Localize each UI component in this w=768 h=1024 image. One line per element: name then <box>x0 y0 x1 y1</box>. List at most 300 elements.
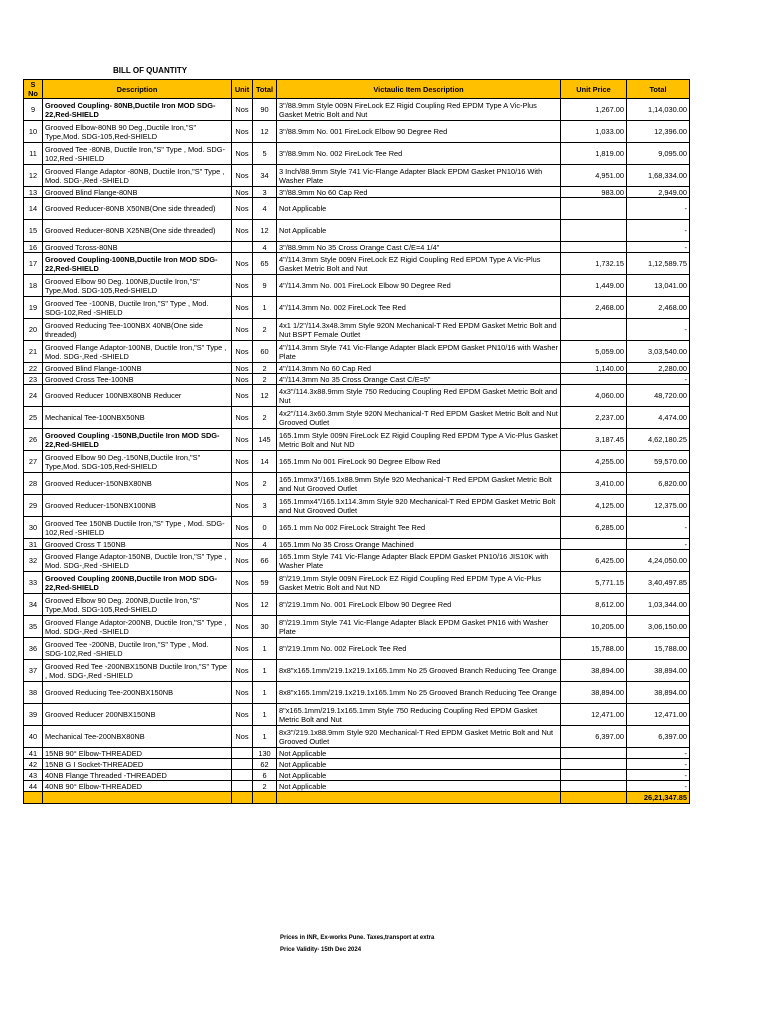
cell-unit-price <box>561 759 627 770</box>
cell-victaulic-desc: 8"/219.1mm No. 001 FireLock Elbow 90 Degree Red <box>277 594 561 616</box>
table-row <box>24 242 690 253</box>
cell-unit: Nos <box>232 517 253 539</box>
cell-total: - <box>627 319 690 341</box>
cell-qty: 4 <box>253 242 277 253</box>
cell-description: Grooved Flange Adaptor-150NB, Ductile Iron,"S" Type , Mod. SDG-,Red -SHIELD <box>43 550 232 572</box>
cell-sno: 25 <box>24 407 43 429</box>
cell-unit-price: 1,732.15 <box>561 253 627 275</box>
cell-description: Grooved Tee -100NB, Ductile Iron,"S" Type , Mod. SDG-102,Red -SHIELD <box>43 297 232 319</box>
col-header-unit-price: Unit Price <box>561 80 627 99</box>
cell-victaulic-desc: 3 Inch/88.9mm Style 741 Vic-Flange Adapter Black EPDM Gasket PN10/16 With Washer Plate <box>277 165 561 187</box>
cell-sno: 44 <box>24 781 43 792</box>
table-row <box>24 572 690 594</box>
col-header-qty: Total <box>253 80 277 99</box>
cell-qty: 12 <box>253 385 277 407</box>
cell-unit: Nos <box>232 165 253 187</box>
cell-sno: 10 <box>24 121 43 143</box>
table-row <box>24 187 690 198</box>
cell-total: 2,468.00 <box>627 297 690 319</box>
cell-qty: 12 <box>253 594 277 616</box>
cell-unit-price: 1,819.00 <box>561 143 627 165</box>
cell-unit: Nos <box>232 143 253 165</box>
cell-unit: Nos <box>232 319 253 341</box>
cell-sno: 30 <box>24 517 43 539</box>
table-row <box>24 451 690 473</box>
cell-unit: Nos <box>232 473 253 495</box>
cell-unit <box>232 748 253 759</box>
cell-description: Grooved Blind Flange-100NB <box>43 363 232 374</box>
cell-qty: 4 <box>253 539 277 550</box>
cell-description: Grooved Reducer-150NBX100NB <box>43 495 232 517</box>
table-row <box>24 385 690 407</box>
cell-sno: 16 <box>24 242 43 253</box>
cell-unit: Nos <box>232 275 253 297</box>
cell-sno: 42 <box>24 759 43 770</box>
cell-unit-price: 6,425.00 <box>561 550 627 572</box>
cell-sno: 22 <box>24 363 43 374</box>
cell-sno: 35 <box>24 616 43 638</box>
cell-unit-price: 15,788.00 <box>561 638 627 660</box>
cell-description: 15NB G I Socket-THREADED <box>43 759 232 770</box>
cell-unit: Nos <box>232 121 253 143</box>
cell-victaulic-desc: Not Applicable <box>277 198 561 220</box>
cell-unit: Nos <box>232 99 253 121</box>
cell-description: Grooved Reducer-80NB X25NB(One side threaded) <box>43 220 232 242</box>
cell-victaulic-desc: 4x3"/114.3x88.9mm Style 750 Reducing Coupling Red EPDM Gasket Metric Bolt and Nut <box>277 385 561 407</box>
table-row <box>24 704 690 726</box>
cell-total: 6,820.00 <box>627 473 690 495</box>
cell-unit-price: 983.00 <box>561 187 627 198</box>
cell-total: 15,788.00 <box>627 638 690 660</box>
table-row <box>24 407 690 429</box>
cell-total: - <box>627 759 690 770</box>
table-row <box>24 748 690 759</box>
cell-sno: 24 <box>24 385 43 407</box>
table-row <box>24 660 690 682</box>
table-row <box>24 319 690 341</box>
cell-description: Mechanical Tee-100NBX50NB <box>43 407 232 429</box>
cell-victaulic-desc: 8"/219.1mm Style 741 Vic-Flange Adapter Black EPDM Gasket PN16 with Washer Plate <box>277 616 561 638</box>
cell-qty: 12 <box>253 121 277 143</box>
cell-victaulic-desc: 8"/219.1mm Style 009N FireLock EZ Rigid Coupling Red EPDM Type A Vic-Plus Gasket Metric Bolt and Nut ND <box>277 572 561 594</box>
table-row <box>24 473 690 495</box>
cell-sno: 11 <box>24 143 43 165</box>
cell-victaulic-desc: Not Applicable <box>277 748 561 759</box>
cell-victaulic-desc: 4x1 1/2"/114.3x48.3mm Style 920N Mechanical-T Red EPDM Gasket Metric Bolt and Nut BSPT Female Outlet <box>277 319 561 341</box>
cell-unit: Nos <box>232 539 253 550</box>
cell-unit-price: 4,255.00 <box>561 451 627 473</box>
col-header-sno: S No <box>24 80 43 99</box>
cell-unit <box>232 242 253 253</box>
cell-victaulic-desc: 165.1mm No 35 Cross Orange Machined <box>277 539 561 550</box>
cell-unit: Nos <box>232 616 253 638</box>
cell-description: Grooved Coupling-100NB,Ductile Iron MOD SDG-22,Red-SHIELD <box>43 253 232 275</box>
cell-description: Grooved Elbow-80NB 90 Deg.,Ductile Iron,"S" Type,Mod. SDG-105,Red-SHIELD <box>43 121 232 143</box>
cell-unit: Nos <box>232 594 253 616</box>
cell-total: - <box>627 539 690 550</box>
cell-description: Grooved Flange Adaptor -80NB, Ductile Iron,"S" Type , Mod. SDG-,Red -SHIELD <box>43 165 232 187</box>
cell-qty: 12 <box>253 220 277 242</box>
cell-unit: Nos <box>232 187 253 198</box>
cell-unit-price <box>561 198 627 220</box>
sheet-title: BILL OF QUANTITY <box>113 66 188 75</box>
cell-unit: Nos <box>232 297 253 319</box>
cell-sno: 40 <box>24 726 43 748</box>
cell-victaulic-desc: 3"/88.9mm No. 001 FireLock Elbow 90 Degree Red <box>277 121 561 143</box>
cell-unit: Nos <box>232 638 253 660</box>
cell-sno: 31 <box>24 539 43 550</box>
cell-unit <box>232 770 253 781</box>
cell-victaulic-desc: 165.1 mm No 002 FireLock Straight Tee Red <box>277 517 561 539</box>
cell-unit-price <box>561 220 627 242</box>
cell-unit-price: 4,060.00 <box>561 385 627 407</box>
cell-description: Grooved Cross T 150NB <box>43 539 232 550</box>
cell-sno: 39 <box>24 704 43 726</box>
cell-qty: 6 <box>253 770 277 781</box>
cell-qty: 1 <box>253 660 277 682</box>
cell-description: Grooved Tee 150NB Ductile Iron,"S" Type , Mod. SDG-102,Red -SHIELD <box>43 517 232 539</box>
cell-description: 40NB 90° Elbow-THREADED <box>43 781 232 792</box>
cell-victaulic-desc: 4"/114.3mm No 35 Cross Orange Cast C/E=5" <box>277 374 561 385</box>
cell-qty: 130 <box>253 748 277 759</box>
cell-qty: 2 <box>253 473 277 495</box>
cell-description: Grooved Tee -80NB, Ductile Iron,"S" Type , Mod. SDG-102,Red -SHIELD <box>43 143 232 165</box>
cell-qty: 62 <box>253 759 277 770</box>
cell-description: Grooved Reducer 200NBX150NB <box>43 704 232 726</box>
cell-victaulic-desc: 4"/114.3mm Style 009N FireLock EZ Rigid Coupling Red EPDM Type A Vic-Plus Gasket Metric Bolt and Nut <box>277 253 561 275</box>
cell-unit-price <box>561 748 627 759</box>
cell-qty: 145 <box>253 429 277 451</box>
cell-description: Grooved Reducer-150NBX80NB <box>43 473 232 495</box>
table-row <box>24 275 690 297</box>
cell-unit-price: 1,033.00 <box>561 121 627 143</box>
cell-unit: Nos <box>232 363 253 374</box>
cell-unit-price <box>561 781 627 792</box>
cell-description: Grooved Reducing Tee-200NBX150NB <box>43 682 232 704</box>
cell-unit-price: 5,771.15 <box>561 572 627 594</box>
cell-qty: 1 <box>253 704 277 726</box>
cell-total: 1,68,334.00 <box>627 165 690 187</box>
cell-unit-price: 6,397.00 <box>561 726 627 748</box>
cell-description: Grooved Blind Flange-80NB <box>43 187 232 198</box>
cell-victaulic-desc: 3"/88.9mm No. 002 FireLock Tee Red <box>277 143 561 165</box>
cell-unit-price: 1,140.00 <box>561 363 627 374</box>
table-row <box>24 121 690 143</box>
cell-description: 15NB 90° Elbow-THREADED <box>43 748 232 759</box>
cell-sno: 13 <box>24 187 43 198</box>
table-row <box>24 363 690 374</box>
cell-unit: Nos <box>232 572 253 594</box>
cell-victaulic-desc: 8x3"/219.1x88.9mm Style 920 Mechanical-T Red EPDM Gasket Metric Bolt and Nut Grooved Outlet <box>277 726 561 748</box>
cell-total: 2,280.00 <box>627 363 690 374</box>
cell-unit: Nos <box>232 407 253 429</box>
table-row <box>24 374 690 385</box>
cell-unit-price: 4,125.00 <box>561 495 627 517</box>
cell-description: Grooved Elbow 90 Deg.-150NB,Ductile Iron,"S" Type,Mod. SDG-105,Red-SHIELD <box>43 451 232 473</box>
cell-sno: 20 <box>24 319 43 341</box>
cell-unit-price: 1,267.00 <box>561 99 627 121</box>
table-row <box>24 165 690 187</box>
cell-description: Grooved Flange Adaptor-100NB, Ductile Iron,"S" Type , Mod. SDG-,Red -SHIELD <box>43 341 232 363</box>
cell-total: - <box>627 374 690 385</box>
cell-total: 12,396.00 <box>627 121 690 143</box>
cell-sno: 23 <box>24 374 43 385</box>
cell-victaulic-desc: 3"/88.9mm Style 009N FireLock EZ Rigid Coupling Red EPDM Type A Vic-Plus Gasket Metric Bolt and Nut <box>277 99 561 121</box>
cell-description: Grooved Coupling -150NB,Ductile Iron MOD SDG-22,Red-SHIELD <box>43 429 232 451</box>
cell-unit: Nos <box>232 341 253 363</box>
cell-qty: 9 <box>253 275 277 297</box>
cell-description: Grooved Reducing Tee-100NBX 40NB(One side threaded) <box>43 319 232 341</box>
cell-victaulic-desc: 4x2"/114.3x60.3mm Style 920N Mechanical-T Red EPDM Gasket Metric Bolt and Nut Grooved Outlet <box>277 407 561 429</box>
cell-unit: Nos <box>232 495 253 517</box>
table-row <box>24 638 690 660</box>
cell-description: Grooved Red Tee -200NBX150NB Ductile Iron,"S" Type , Mod. SDG-,Red -SHIELD <box>43 660 232 682</box>
cell-unit-price: 3,410.00 <box>561 473 627 495</box>
cell-sno: 32 <box>24 550 43 572</box>
cell-unit-price: 2,237.00 <box>561 407 627 429</box>
table-row <box>24 539 690 550</box>
cell-victaulic-desc: 8"x165.1mm/219.1x165.1mm Style 750 Reducing Coupling Red EPDM Gasket Metric Bolt and Nut <box>277 704 561 726</box>
cell-total: 2,949.00 <box>627 187 690 198</box>
cell-unit-price <box>561 374 627 385</box>
cell-sno: 12 <box>24 165 43 187</box>
cell-total: 38,894.00 <box>627 682 690 704</box>
cell-unit-price <box>561 539 627 550</box>
bill-of-quantity-table <box>23 79 690 804</box>
cell-unit <box>232 781 253 792</box>
cell-qty: 3 <box>253 187 277 198</box>
cell-victaulic-desc: 4"/114.3mm No 60 Cap Red <box>277 363 561 374</box>
cell-unit-price: 8,612.00 <box>561 594 627 616</box>
cell-total: 4,24,050.00 <box>627 550 690 572</box>
cell-sno: 34 <box>24 594 43 616</box>
cell-description: Grooved Cross Tee-100NB <box>43 374 232 385</box>
cell-total: - <box>627 770 690 781</box>
cell-total: 4,62,180.25 <box>627 429 690 451</box>
footer-notes <box>280 932 434 956</box>
cell-qty: 1 <box>253 682 277 704</box>
cell-qty: 1 <box>253 297 277 319</box>
table-row <box>24 253 690 275</box>
table-row <box>24 341 690 363</box>
cell-unit: Nos <box>232 660 253 682</box>
cell-unit: Nos <box>232 429 253 451</box>
cell-description: Grooved Elbow 90 Deg. 200NB,Ductile Iron,"S" Type,Mod. SDG-105,Red-SHIELD <box>43 594 232 616</box>
cell-description: 40NB Flange Threaded -THREADED <box>43 770 232 781</box>
cell-unit-price: 5,059.00 <box>561 341 627 363</box>
cell-total: 38,894.00 <box>627 660 690 682</box>
cell-total: 59,570.00 <box>627 451 690 473</box>
table-row <box>24 143 690 165</box>
table-row <box>24 594 690 616</box>
cell-unit-price <box>561 319 627 341</box>
cell-unit-price: 38,894.00 <box>561 660 627 682</box>
cell-sno: 27 <box>24 451 43 473</box>
cell-qty: 5 <box>253 143 277 165</box>
cell-qty: 66 <box>253 550 277 572</box>
cell-qty: 90 <box>253 99 277 121</box>
cell-sno: 17 <box>24 253 43 275</box>
table-row <box>24 781 690 792</box>
col-header-total: Total <box>627 80 690 99</box>
table-row <box>24 429 690 451</box>
cell-total: 1,14,030.00 <box>627 99 690 121</box>
cell-qty: 1 <box>253 726 277 748</box>
note-validity: Price Validity- 15th Dec 2024 <box>280 947 362 953</box>
table-row <box>24 517 690 539</box>
cell-victaulic-desc: Not Applicable <box>277 781 561 792</box>
col-header-unit: Unit <box>232 80 253 99</box>
cell-sno: 28 <box>24 473 43 495</box>
cell-description: Grooved Flange Adaptor-200NB, Ductile Iron,"S" Type , Mod. SDG-,Red -SHIELD <box>43 616 232 638</box>
table-row <box>24 616 690 638</box>
cell-victaulic-desc: 165.1mmx4"/165.1x114.3mm Style 920 Mechanical-T Red EPDM Gasket Metric Bolt and Nut Grooved Outlet <box>277 495 561 517</box>
table-row <box>24 220 690 242</box>
table-row <box>24 550 690 572</box>
cell-victaulic-desc: Not Applicable <box>277 770 561 781</box>
cell-description: Grooved Elbow 90 Deg. 100NB,Ductile Iron,"S" Type,Mod. SDG-105,Red-SHIELD <box>43 275 232 297</box>
cell-victaulic-desc: 4"/114.3mm No. 002 FireLock Tee Red <box>277 297 561 319</box>
cell-victaulic-desc: Not Applicable <box>277 220 561 242</box>
cell-total: - <box>627 242 690 253</box>
grand-total-row <box>24 792 690 804</box>
cell-total: 3,40,497.85 <box>627 572 690 594</box>
cell-total: - <box>627 220 690 242</box>
cell-total: - <box>627 781 690 792</box>
cell-total: 9,095.00 <box>627 143 690 165</box>
cell-description: Grooved Coupling- 80NB,Ductile Iron MOD SDG-22,Red-SHIELD <box>43 99 232 121</box>
cell-unit-price: 12,471.00 <box>561 704 627 726</box>
cell-total: 6,397.00 <box>627 726 690 748</box>
cell-unit <box>232 759 253 770</box>
cell-unit: Nos <box>232 550 253 572</box>
cell-unit: Nos <box>232 704 253 726</box>
cell-victaulic-desc: Not Applicable <box>277 759 561 770</box>
cell-total: 13,041.00 <box>627 275 690 297</box>
cell-qty: 4 <box>253 198 277 220</box>
cell-qty: 65 <box>253 253 277 275</box>
cell-sno: 36 <box>24 638 43 660</box>
cell-total: 3,06,150.00 <box>627 616 690 638</box>
col-header-description: Description <box>43 80 232 99</box>
cell-total: - <box>627 517 690 539</box>
cell-unit: Nos <box>232 451 253 473</box>
cell-qty: 14 <box>253 451 277 473</box>
cell-sno: 29 <box>24 495 43 517</box>
cell-victaulic-desc: 165.1mm No 001 FireLock 90 Degree Elbow Red <box>277 451 561 473</box>
cell-description: Grooved Tcross-80NB <box>43 242 232 253</box>
cell-description: Grooved Reducer 100NBX80NB Reducer <box>43 385 232 407</box>
cell-victaulic-desc: 165.1mmx3"/165.1x88.9mm Style 920 Mechanical-T Red EPDM Gasket Metric Bolt and Nut Grooved Outlet <box>277 473 561 495</box>
cell-unit-price: 3,187.45 <box>561 429 627 451</box>
cell-unit: Nos <box>232 220 253 242</box>
cell-victaulic-desc: 8"/219.1mm No. 002 FireLock Tee Red <box>277 638 561 660</box>
cell-unit: Nos <box>232 374 253 385</box>
note-pricing: Prices in INR, Ex-works Pune. Taxes,transport at extra <box>280 935 435 941</box>
cell-sno: 33 <box>24 572 43 594</box>
table-row <box>24 99 690 121</box>
cell-victaulic-desc: 4"/114.3mm No. 001 FireLock Elbow 90 Degree Red <box>277 275 561 297</box>
cell-unit: Nos <box>232 253 253 275</box>
cell-total: 48,720.00 <box>627 385 690 407</box>
cell-total: - <box>627 748 690 759</box>
cell-qty: 2 <box>253 363 277 374</box>
cell-qty: 2 <box>253 319 277 341</box>
cell-sno: 19 <box>24 297 43 319</box>
cell-sno: 37 <box>24 660 43 682</box>
cell-victaulic-desc: 3"/88.9mm No 60 Cap Red <box>277 187 561 198</box>
cell-sno: 21 <box>24 341 43 363</box>
header-row <box>24 80 690 99</box>
table-body <box>24 99 690 792</box>
cell-victaulic-desc: 4"/114.3mm Style 741 Vic-Flange Adapter Black EPDM Gasket PN10/16 with Washer Plate <box>277 341 561 363</box>
cell-victaulic-desc: 3"/88.9mm No 35 Cross Orange Cast C/E=4 1/4" <box>277 242 561 253</box>
col-header-victaulic-desc: Victaulic Item Description <box>277 80 561 99</box>
cell-unit-price <box>561 242 627 253</box>
grand-total-value: 26,21,347.85 <box>627 792 690 804</box>
cell-qty: 59 <box>253 572 277 594</box>
table-row <box>24 682 690 704</box>
table-row <box>24 297 690 319</box>
table-row <box>24 495 690 517</box>
cell-unit-price: 1,449.00 <box>561 275 627 297</box>
cell-unit: Nos <box>232 682 253 704</box>
cell-total: 4,474.00 <box>627 407 690 429</box>
cell-sno: 9 <box>24 99 43 121</box>
cell-total: 3,03,540.00 <box>627 341 690 363</box>
cell-total: 12,375.00 <box>627 495 690 517</box>
cell-qty: 2 <box>253 407 277 429</box>
cell-total: 12,471.00 <box>627 704 690 726</box>
cell-unit: Nos <box>232 726 253 748</box>
cell-sno: 14 <box>24 198 43 220</box>
cell-qty: 2 <box>253 374 277 385</box>
cell-unit-price <box>561 770 627 781</box>
cell-qty: 34 <box>253 165 277 187</box>
cell-qty: 3 <box>253 495 277 517</box>
cell-victaulic-desc: 8x8"x165.1mm/219.1x219.1x165.1mm No 25 Grooved Branch Reducing Tee Orange <box>277 682 561 704</box>
cell-qty: 30 <box>253 616 277 638</box>
table-row <box>24 198 690 220</box>
cell-qty: 2 <box>253 781 277 792</box>
cell-total: 1,12,589.75 <box>627 253 690 275</box>
cell-sno: 18 <box>24 275 43 297</box>
cell-description: Grooved Reducer-80NB X50NB(One side threaded) <box>43 198 232 220</box>
cell-sno: 43 <box>24 770 43 781</box>
cell-qty: 1 <box>253 638 277 660</box>
cell-total: 1,03,344.00 <box>627 594 690 616</box>
cell-total: - <box>627 198 690 220</box>
table-row <box>24 726 690 748</box>
cell-unit-price: 2,468.00 <box>561 297 627 319</box>
cell-unit-price: 10,205.00 <box>561 616 627 638</box>
cell-sno: 15 <box>24 220 43 242</box>
cell-unit-price: 38,894.00 <box>561 682 627 704</box>
cell-qty: 0 <box>253 517 277 539</box>
cell-description: Grooved Tee -200NB, Ductile Iron,"S" Type , Mod. SDG-102,Red -SHIELD <box>43 638 232 660</box>
cell-unit-price: 4,951.00 <box>561 165 627 187</box>
cell-victaulic-desc: 8x8"x165.1mm/219.1x219.1x165.1mm No 25 Grooved Branch Reducing Tee Orange <box>277 660 561 682</box>
cell-qty: 60 <box>253 341 277 363</box>
cell-victaulic-desc: 165.1mm Style 741 Vic-Flange Adapter Black EPDM Gasket PN10/16 JIS10K with Washer Plate <box>277 550 561 572</box>
table-row <box>24 770 690 781</box>
cell-unit: Nos <box>232 198 253 220</box>
cell-unit-price: 6,285.00 <box>561 517 627 539</box>
cell-unit: Nos <box>232 385 253 407</box>
cell-description: Mechanical Tee-200NBX80NB <box>43 726 232 748</box>
cell-sno: 38 <box>24 682 43 704</box>
table-row <box>24 759 690 770</box>
